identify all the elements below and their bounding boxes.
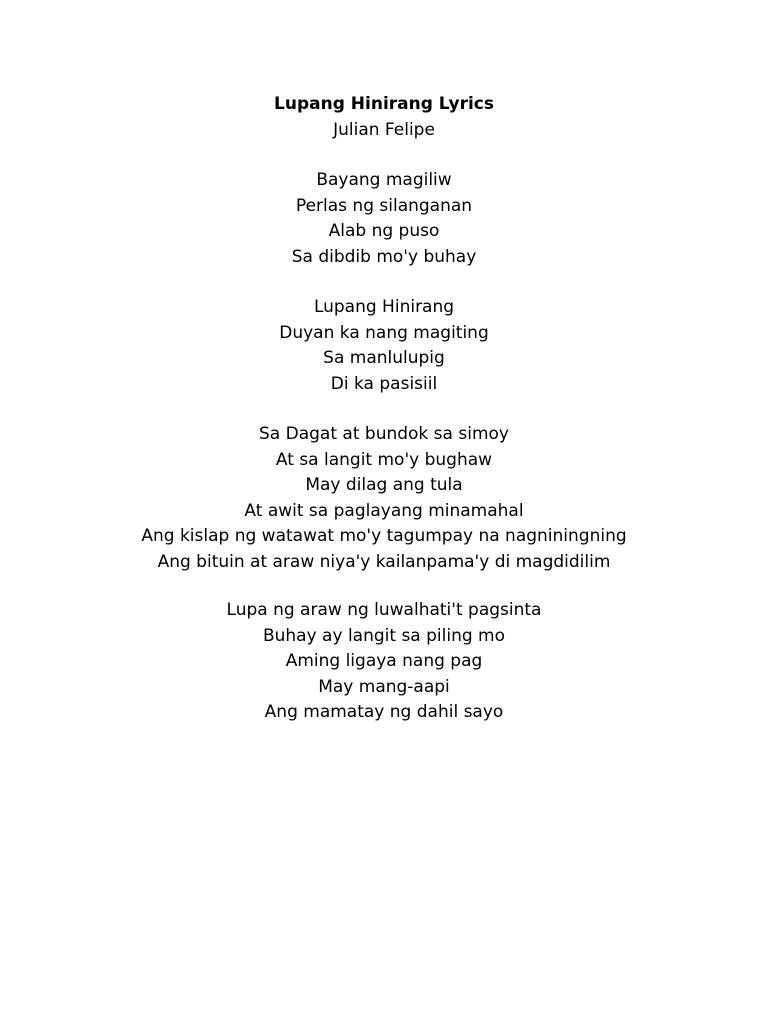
stanza-2 [0,295,768,397]
document-author: Julian Felipe [333,120,435,140]
stanza-3 [0,422,768,575]
lyric-line: Ang bituin at araw niya'y kailanpama'y di magdidilim [157,551,611,572]
lyric-line: May dilag ang tula [305,475,463,495]
lyric-line: Alab ng puso [328,221,440,241]
lyric-line: Bayang magiliw [316,170,452,190]
stanza-1 [0,168,768,270]
stanza-4 [0,598,768,726]
lyric-line: Perlas ng silanganan [295,195,473,216]
lyric-line: Sa manlulupig [323,348,445,368]
lyric-line: Sa dibdib mo'y buhay [291,246,477,267]
lyric-line: Lupang Hinirang [313,297,455,317]
lyric-line: Aming ligaya nang pag [285,651,483,671]
lyric-line: Duyan ka nang magiting [279,322,489,343]
lyric-line: At awit sa paglayang minamahal [244,500,524,521]
lyric-line: Sa Dagat at bundok sa simoy [259,424,509,444]
lyric-line: At sa langit mo'y bughaw [275,449,493,470]
lyric-line: Buhay ay langit sa piling mo [262,625,506,646]
lyric-line: May mang-aapi [318,676,450,697]
lyric-line: Ang mamatay ng dahil sayo [264,702,504,722]
lyric-line: Ang kislap ng watawat mo'y tagumpay na nagniningning [141,526,627,546]
document-title: Lupang Hinirang Lyrics [274,94,494,114]
lyric-line: Lupa ng araw ng luwalhati't pagsinta [226,600,542,620]
lyric-line: Di ka pasisiil [330,373,438,394]
